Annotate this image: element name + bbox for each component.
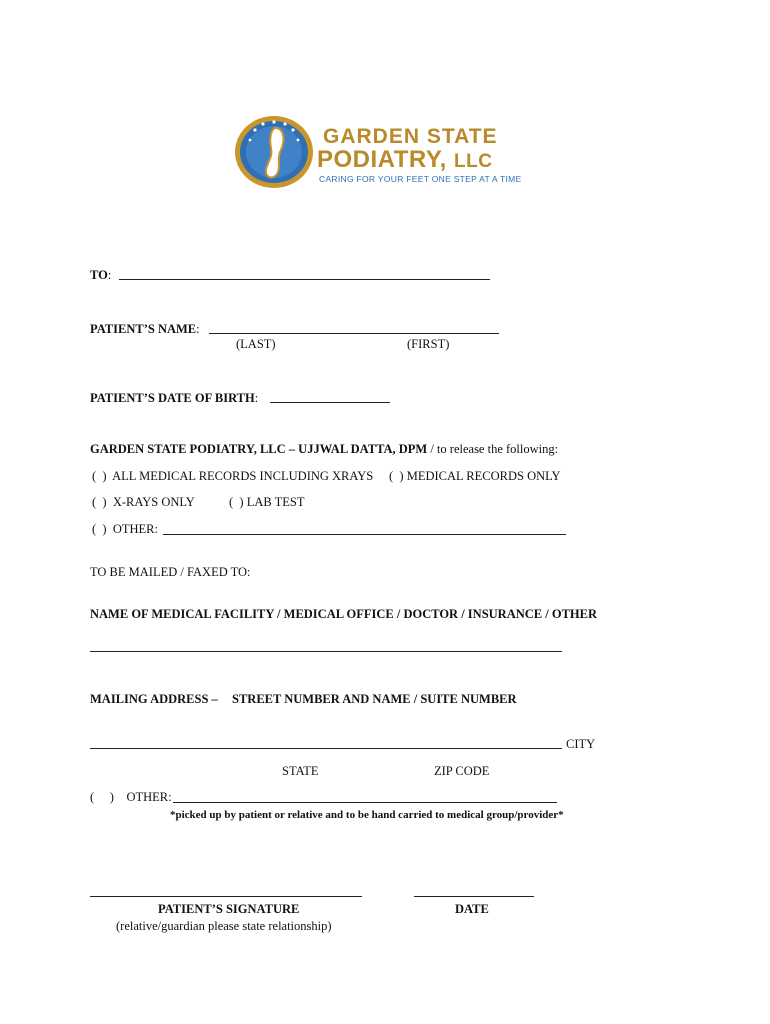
logo-name-suffix: LLC [454,151,493,172]
dob-label-text: PATIENT’S DATE OF BIRTH [90,391,255,405]
patient-name-label-text: PATIENT’S NAME [90,322,197,336]
patient-name-field[interactable] [209,333,499,334]
patient-name-label [90,322,200,336]
logo-name-line2 [317,146,492,174]
dob-field[interactable] [270,402,390,403]
other-delivery-field[interactable] [173,802,557,803]
signature-label: PATIENT’S SIGNATURE [158,902,300,916]
option-all-records[interactable]: ( ) ALL MEDICAL RECORDS INCLUDING XRAYS [92,469,374,483]
facility-label: NAME OF MEDICAL FACILITY / MEDICAL OFFICE / DOCTOR / INSURANCE / OTHER [90,607,597,621]
other-field[interactable] [163,534,566,535]
mailed-label: TO BE MAILED / FAXED TO: [90,565,251,579]
relationship-note: (relative/guardian please state relationship) [116,919,332,933]
authorization-line [90,442,558,456]
date-field[interactable] [414,896,534,897]
mailing-address-label: MAILING ADDRESS – [90,692,218,706]
to-label-colon: : [107,268,112,282]
authorization-text: / to release the following: [427,442,559,456]
logo-name-main: PODIATRY, [317,146,447,173]
state-label: STATE [282,764,319,778]
logo-tagline: CARING FOR YOUR FEET ONE STEP AT A TIME [319,174,522,184]
date-label: DATE [455,902,489,916]
option-other-delivery[interactable]: ( ) OTHER: [90,790,172,804]
facility-field[interactable] [90,651,562,652]
option-xrays-only[interactable]: ( ) X-RAYS ONLY [92,495,195,509]
authorization-provider: GARDEN STATE PODIATRY, LLC – UJJWAL DATTA, DPM [90,442,428,456]
address-field[interactable] [90,748,562,749]
company-logo [233,112,523,192]
to-field[interactable] [119,279,490,280]
pickup-note: *picked up by patient or relative and to be hand carried to medical group/provider* [170,809,564,821]
to-label-text: TO [90,268,108,282]
logo-name-line1: GARDEN STATE [323,125,498,148]
to-label [90,268,111,282]
signature-field[interactable] [90,896,362,897]
first-name-caption: (FIRST) [407,337,450,351]
last-name-caption: (LAST) [236,337,276,351]
option-records-only[interactable]: ( ) MEDICAL RECORDS ONLY [389,469,561,483]
zip-label: ZIP CODE [434,764,490,778]
logo-emblem [233,112,315,192]
city-label: CITY [566,737,596,751]
dob-label [90,391,258,405]
patient-name-colon: : [196,322,200,336]
option-lab-test[interactable]: ( ) LAB TEST [229,495,305,509]
option-other[interactable]: ( ) OTHER: [92,522,158,536]
street-label: STREET NUMBER AND NAME / SUITE NUMBER [232,692,517,706]
dob-colon: : [254,391,259,405]
